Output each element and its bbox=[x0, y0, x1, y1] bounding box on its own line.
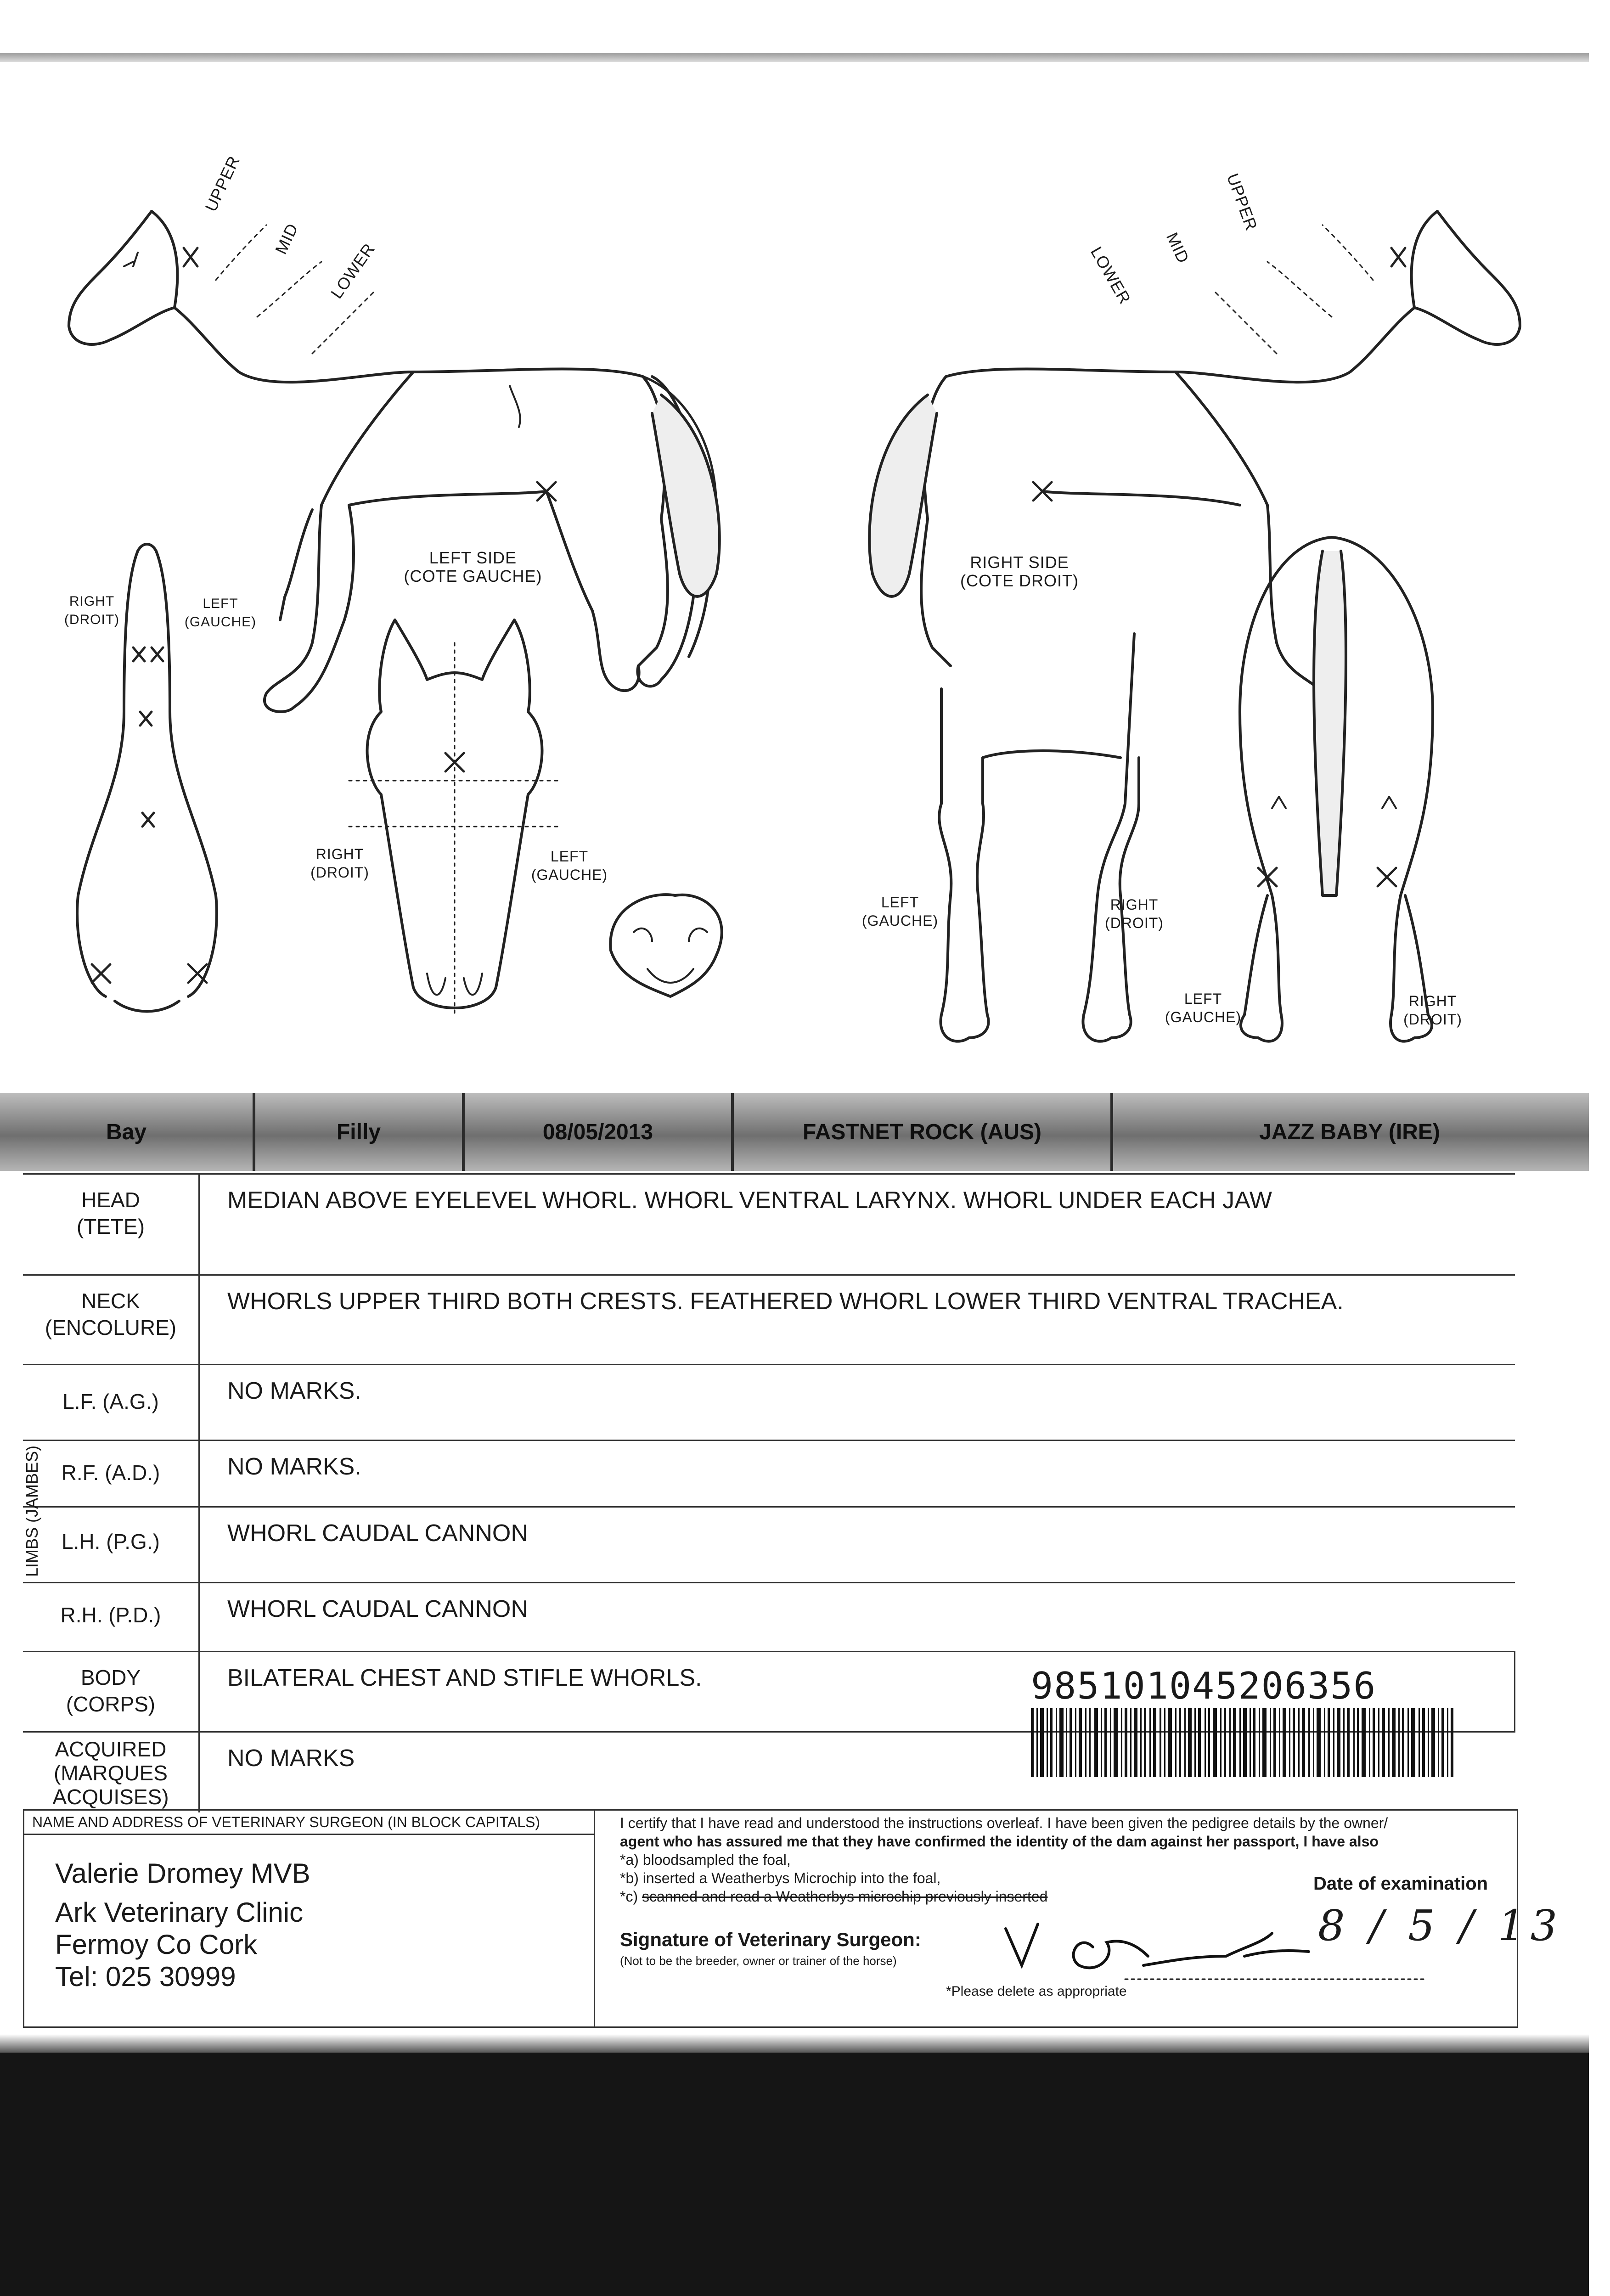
right-side-label bbox=[941, 553, 1098, 590]
head-view-right-subtitle: (DROIT) bbox=[310, 864, 369, 881]
row-label-line: ACQUIRED bbox=[55, 1737, 167, 1761]
sex-cell: Filly bbox=[255, 1093, 465, 1171]
row-value-lf: NO MARKS. bbox=[199, 1365, 1515, 1441]
vet-heading: NAME AND ADDRESS OF VETERINARY SURGEON (IN BLOCK CAPITALS) bbox=[32, 1814, 540, 1830]
left-side-subtitle: (COTE GAUCHE) bbox=[404, 567, 542, 585]
fore-rear-view-outline bbox=[939, 634, 1139, 1041]
muzzle-outline bbox=[610, 895, 721, 996]
row-label-line: (MARQUES bbox=[54, 1761, 168, 1785]
neck-view-left-title: LEFT bbox=[203, 596, 238, 611]
limbs-side-label bbox=[18, 1446, 46, 1584]
signature-note: (Not to be the breeder, owner or trainer of the horse) bbox=[620, 1954, 897, 1968]
row-label-head bbox=[23, 1174, 199, 1275]
row-value-lh: WHORL CAUDAL CANNON bbox=[199, 1507, 1515, 1583]
row-value-head: MEDIAN ABOVE EYELEVEL WHORL. WHORL VENTRAL LARYNX. WHORL UNDER EACH JAW bbox=[199, 1174, 1515, 1275]
neck-view-left-subtitle: (GAUCHE) bbox=[184, 614, 257, 630]
fore-view-right-label bbox=[1093, 895, 1176, 932]
row-label-line: NECK bbox=[81, 1289, 140, 1313]
table-row bbox=[23, 1365, 1515, 1441]
row-value-body: BILATERAL CHEST AND STIFLE WHORLS. bbox=[199, 1652, 1515, 1732]
row-value-neck: WHORLS UPPER THIRD BOTH CRESTS. FEATHERED WHORL LOWER THIRD VENTRAL TRACHEA. bbox=[199, 1275, 1515, 1365]
head-view-right-label bbox=[303, 845, 377, 882]
vet-name: Valerie Dromey MVB bbox=[55, 1858, 310, 1889]
option-c-prefix: *c) bbox=[620, 1888, 642, 1905]
row-label-line: BODY bbox=[80, 1666, 141, 1689]
identity-band bbox=[0, 1093, 1589, 1171]
table-row bbox=[23, 1583, 1515, 1652]
left-horse-mid-label: MID bbox=[271, 220, 302, 257]
row-value-rf: NO MARKS. bbox=[199, 1441, 1515, 1507]
vet-telephone: Tel: 025 30999 bbox=[55, 1961, 236, 1992]
head-view-left-title: LEFT bbox=[550, 848, 589, 865]
sire-cell: FASTNET ROCK (AUS) bbox=[734, 1093, 1113, 1171]
delete-as-appropriate-note: *Please delete as appropriate bbox=[946, 1984, 1127, 1999]
dam-cell: JAZZ BABY (IRE) bbox=[1259, 1120, 1440, 1144]
date-of-birth-cell: 08/05/2013 bbox=[465, 1093, 734, 1171]
head-front-outline bbox=[349, 620, 560, 1015]
row-label-neck bbox=[23, 1275, 199, 1365]
colour-cell: Bay bbox=[0, 1093, 255, 1171]
hind-view-left-title: LEFT bbox=[1184, 990, 1222, 1007]
vetbox-heading-rule bbox=[24, 1834, 594, 1835]
head-view-left-label bbox=[519, 847, 620, 884]
fore-view-right-subtitle: (DROIT) bbox=[1105, 915, 1164, 931]
row-label-line: (TETE) bbox=[76, 1215, 145, 1238]
hind-rear-view-outline bbox=[1240, 537, 1433, 1041]
table-row bbox=[23, 1275, 1515, 1365]
row-label-line: R.H. (P.D.) bbox=[60, 1603, 161, 1627]
option-c-struck-text: scanned and read a Weatherbys microchip previously inserted bbox=[642, 1888, 1048, 1905]
hind-view-left-subtitle: (GAUCHE) bbox=[1165, 1009, 1242, 1025]
left-horse-upper-label: UPPER bbox=[201, 152, 243, 214]
head-view-left-subtitle: (GAUCHE) bbox=[531, 867, 608, 883]
row-label-line: (ENCOLURE) bbox=[45, 1316, 177, 1339]
vet-town: Fermoy Co Cork bbox=[55, 1929, 258, 1960]
microchip-barcode bbox=[1031, 1708, 1453, 1777]
right-side-subtitle: (COTE DROIT) bbox=[960, 571, 1079, 590]
table-row bbox=[23, 1507, 1515, 1583]
left-side-horse-outline bbox=[69, 211, 720, 712]
row-label-line: R.F. (A.D.) bbox=[61, 1461, 160, 1485]
neck-view-right-subtitle: (DROIT) bbox=[64, 612, 120, 627]
vetbox-divider bbox=[594, 1811, 595, 2026]
row-label-acquired bbox=[23, 1732, 199, 1812]
row-label-line: ACQUISES) bbox=[52, 1785, 169, 1809]
row-label-lf bbox=[23, 1365, 199, 1441]
scan-edge-bottom bbox=[0, 2048, 1589, 2296]
row-value-rh: WHORL CAUDAL CANNON bbox=[199, 1583, 1515, 1652]
scan-edge-top bbox=[0, 53, 1589, 62]
row-label-line: HEAD bbox=[81, 1188, 140, 1212]
signature-label: Signature of Veterinary Surgeon: bbox=[620, 1929, 921, 1950]
hind-view-right-label bbox=[1391, 992, 1474, 1029]
row-value-acquired: NO MARKS bbox=[199, 1732, 1515, 1812]
neck-view-right-label bbox=[51, 592, 133, 629]
right-side-horse-outline bbox=[869, 211, 1520, 693]
left-side-label bbox=[395, 549, 551, 585]
limbs-label-text: LIMBS (JAMBES) bbox=[23, 1445, 41, 1577]
table-row bbox=[23, 1441, 1515, 1507]
row-label-body bbox=[23, 1652, 199, 1732]
certification-option-b: *b) inserted a Weatherbys Microchip into the foal, bbox=[620, 1870, 941, 1886]
certification-option-a: *a) bloodsampled the foal, bbox=[620, 1851, 791, 1868]
row-label-line: L.H. (P.G.) bbox=[62, 1530, 160, 1553]
table-row bbox=[23, 1174, 1515, 1275]
certification-line-1: I certify that I have read and understood the instructions overleaf. I have been given the pedigree details by the owner/ bbox=[620, 1815, 1388, 1831]
fore-view-left-subtitle: (GAUCHE) bbox=[861, 912, 939, 929]
left-side-title: LEFT SIDE bbox=[429, 548, 517, 567]
hind-view-right-title: RIGHT bbox=[1408, 993, 1457, 1009]
hind-view-right-subtitle: (DROIT) bbox=[1403, 1011, 1462, 1028]
row-label-line: (CORPS) bbox=[66, 1692, 156, 1716]
fore-view-left-title: LEFT bbox=[881, 894, 919, 911]
row-label-rh bbox=[23, 1583, 199, 1652]
neck-view-right-title: RIGHT bbox=[69, 594, 115, 609]
left-horse-lower-label: LOWER bbox=[327, 239, 379, 302]
neck-view-left-label bbox=[175, 595, 266, 631]
certification-option-c bbox=[620, 1887, 1047, 1906]
vet-clinic: Ark Veterinary Clinic bbox=[55, 1897, 304, 1928]
row-label-line: L.F. (A.G.) bbox=[62, 1390, 159, 1413]
right-horse-upper-label: UPPER bbox=[1223, 171, 1261, 233]
row-label-rf bbox=[23, 1441, 199, 1507]
fore-view-left-label bbox=[854, 893, 946, 930]
fore-view-right-title: RIGHT bbox=[1110, 896, 1159, 913]
head-view-right-title: RIGHT bbox=[315, 846, 364, 862]
hind-view-left-label bbox=[1157, 990, 1249, 1026]
row-label-lh bbox=[23, 1507, 199, 1583]
date-of-examination-value: 8 / 5 / 13 bbox=[1318, 1901, 1563, 1950]
microchip-number: 985101045206356 bbox=[1031, 1665, 1377, 1707]
right-horse-mid-label: MID bbox=[1162, 229, 1193, 266]
date-of-examination-label: Date of examination bbox=[1313, 1874, 1488, 1894]
right-horse-lower-label: LOWER bbox=[1086, 243, 1135, 308]
certification-line-2: agent who has assured me that they have confirmed the identity of the dam against her passport, I have also bbox=[620, 1833, 1379, 1850]
right-side-title: RIGHT SIDE bbox=[970, 553, 1069, 572]
